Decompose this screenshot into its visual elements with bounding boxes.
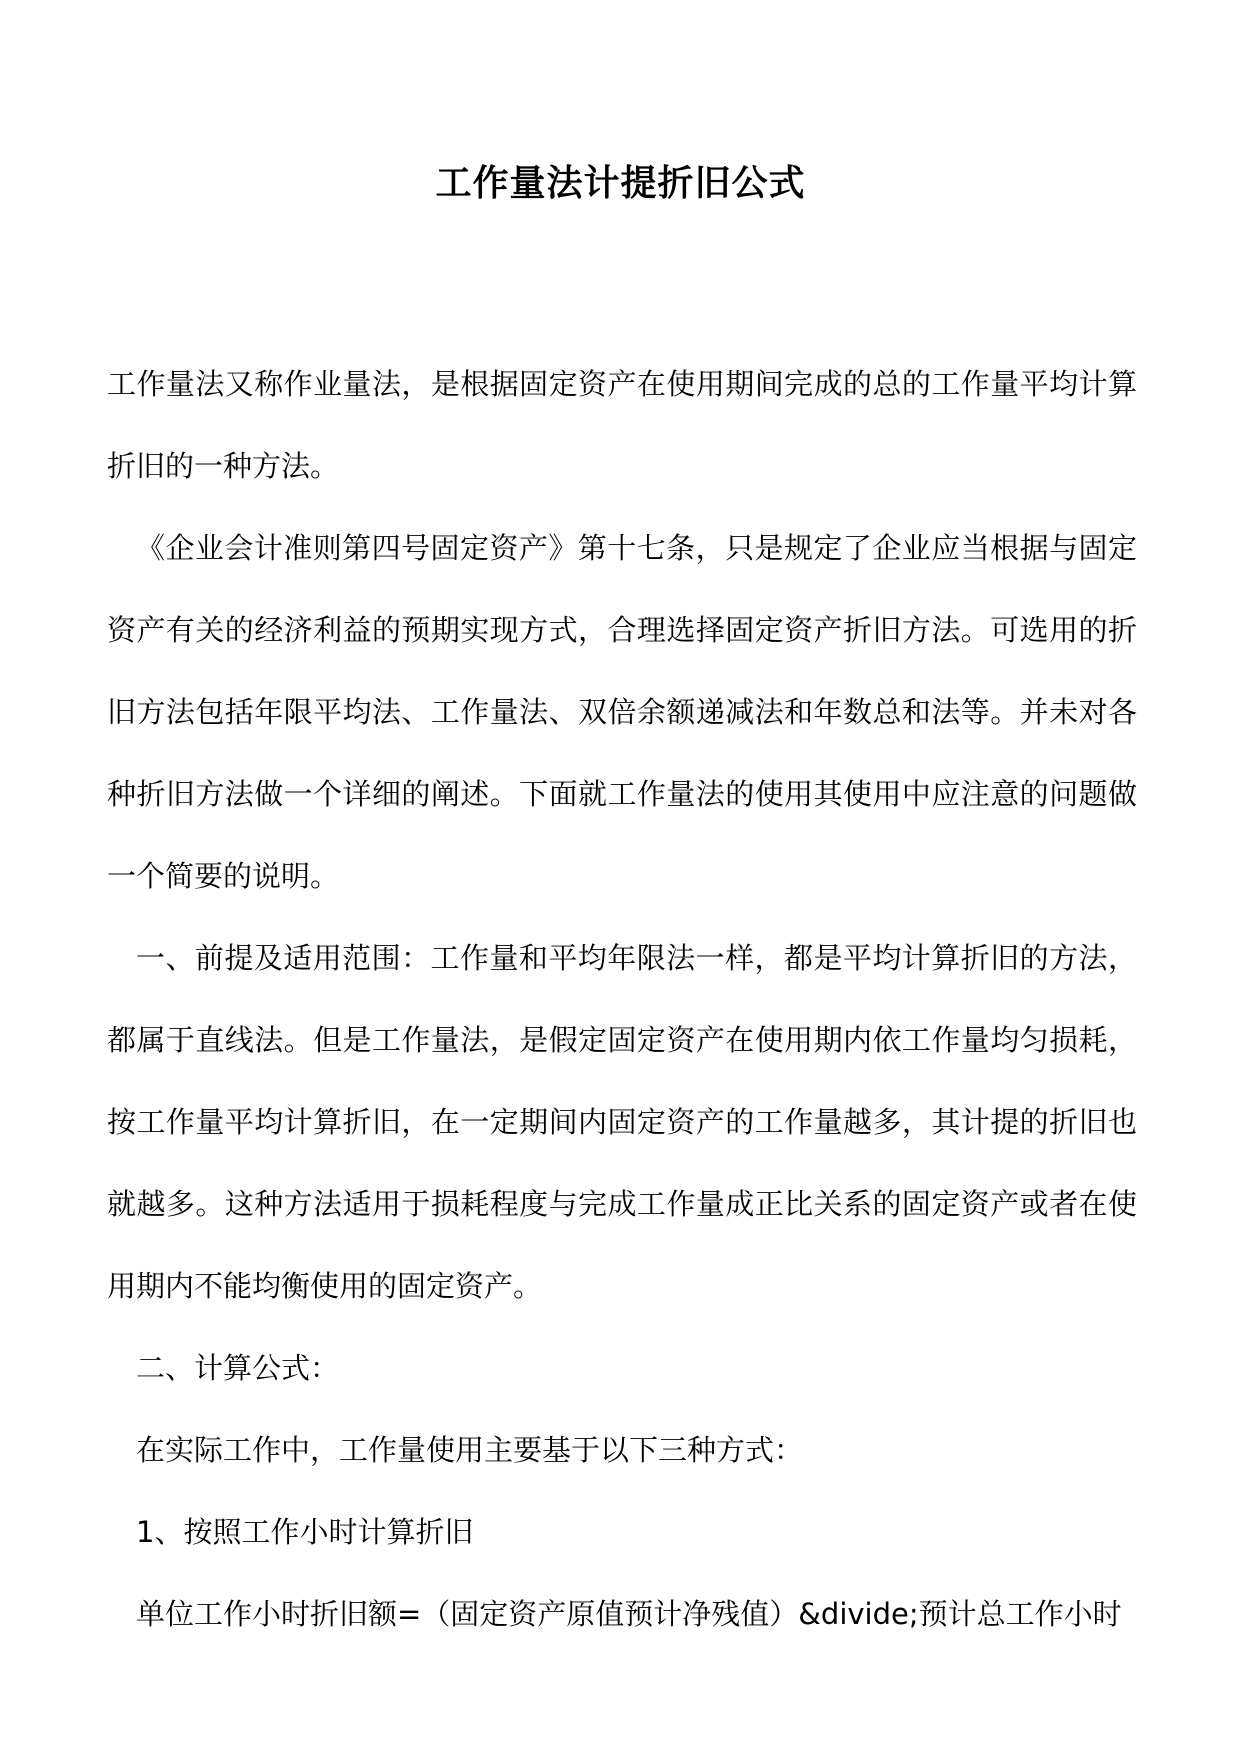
formula-hourly-depreciation: 单位工作小时折旧额=（固定资产原值预计净残值）&divide;预计总工作小时: [136, 1597, 1122, 1631]
paragraph-definition: 工作量法又称作业量法，是根据固定资产在使用期间完成的总的工作量平均计算折旧的一种方法。: [107, 367, 1137, 483]
paragraph-methods-intro: 在实际工作中，工作量使用主要基于以下三种方式：: [136, 1433, 804, 1467]
paragraph-scope: 一、前提及适用范围：工作量和平均年限法一样，都是平均计算折旧的方法，都属于直线法。但是工作量法，是假定固定资产在使用期内依工作量均匀损耗，按工作量平均计算折旧，在一定期间内固定资产的工作量越多，其计提的折旧也就越多。这种方法适用于损耗程度与完成工作量成正比关系的固定资产或者在使用期内不能均衡使用的固定资产。: [107, 941, 1137, 1303]
section-heading-formula: 二、计算公式：: [136, 1351, 340, 1385]
list-item-working-hours: 1、按照工作小时计算折旧: [136, 1515, 474, 1549]
document-title: 工作量法计提折旧公式: [435, 163, 806, 204]
document-body: [107, 343, 1137, 1655]
paragraph-standard: 《企业会计准则第四号固定资产》第十七条，只是规定了企业应当根据与固定资产有关的经济利益的预期实现方式，合理选择固定资产折旧方法。可选用的折旧方法包括年限平均法、工作量法、双倍余额递减法和年数总和法等。并未对各种折旧方法做一个详细的阐述。下面就工作量法的使用其使用中应注意的问题做一个简要的说明。: [107, 531, 1137, 893]
